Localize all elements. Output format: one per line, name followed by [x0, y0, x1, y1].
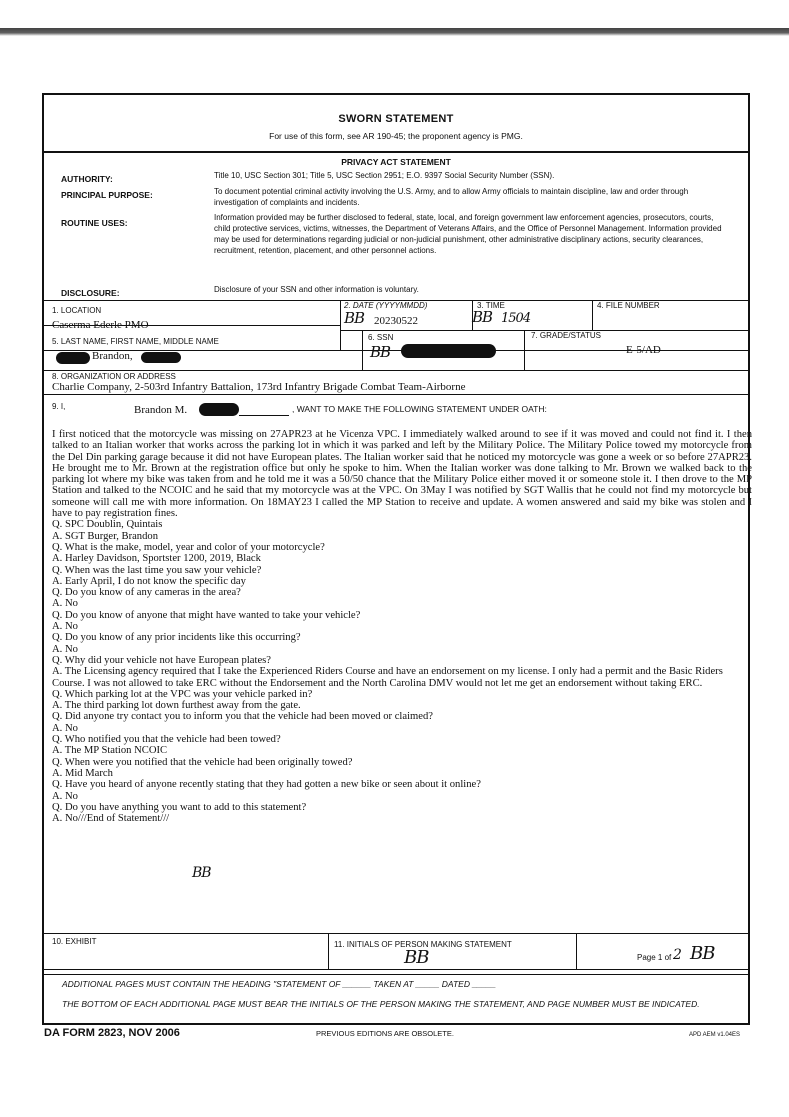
scan-artifact-bar: [0, 28, 789, 36]
routine-uses-label: ROUTINE USES:: [61, 218, 128, 228]
purpose-text: To document potential criminal activity involving the U.S. Army, and to allow Army officials to maintain discipline, law and order through investigation of complaints and incidents.: [214, 187, 689, 207]
divider: [44, 969, 748, 970]
statement-line: Q. Do you have anything you want to add to this statement?: [52, 801, 307, 813]
oath-prefix: 9. I,: [52, 402, 66, 411]
statement-line: A. The Licensing agency required that I take the Experienced Riders Course and have an endorsement on my license. I only had a permit and the Basic Riders Course. I was not allowed to take ERC without the Endorsement and the North Carolina DMV would not let me get an endorsement without taking ERC.: [52, 666, 723, 689]
file-number-label: 4. FILE NUMBER: [597, 301, 660, 310]
form-title: SWORN STATEMENT: [338, 113, 454, 125]
divider: [44, 394, 748, 395]
purpose-label: PRINCIPAL PURPOSE:: [61, 190, 153, 200]
statement-line: Q. SPC Doublin, Quintais: [52, 519, 163, 531]
ssn-label: 6. SSN: [368, 333, 394, 342]
additional-pages-note: ADDITIONAL PAGES MUST CONTAIN THE HEADING "STATEMENT OF ______ TAKEN AT _____ DATED _____: [62, 979, 496, 989]
location-value: Caserma Ederle PMO: [52, 319, 149, 331]
statement-line: Q. When were you notified that the vehicle had been originally towed?: [52, 756, 353, 768]
statement-line: Q. When was the last time you saw your vehicle?: [52, 564, 262, 576]
time-value: 1504: [501, 311, 531, 326]
name-value: Brandon,: [92, 350, 133, 362]
redaction: [56, 352, 90, 364]
divider: [44, 370, 748, 371]
form-header: [44, 95, 748, 153]
name-label: 5. LAST NAME, FIRST NAME, MIDDLE NAME: [52, 337, 219, 346]
statement-line: A. No: [52, 722, 78, 734]
divider: [340, 300, 341, 350]
disclosure-text: Disclosure of your SSN and other information is voluntary.: [214, 285, 419, 294]
statement-line: A. No: [52, 790, 78, 802]
sworn-statement-form: [42, 93, 750, 1025]
form-identifier: DA FORM 2823, NOV 2006: [44, 1027, 180, 1039]
privacy-title: PRIVACY ACT STATEMENT: [341, 157, 451, 167]
date-label: 2. DATE (YYYYMMDD): [344, 301, 428, 310]
statement-line: A. SGT Burger, Brandon: [52, 530, 158, 542]
disclosure-label: DISCLOSURE:: [61, 288, 120, 298]
organization-label: 8. ORGANIZATION OR ADDRESS: [52, 372, 176, 381]
statement-line: Q. Do you know of any prior incidents like this occurring?: [52, 632, 301, 644]
statement-line: Q. Which parking lot at the VPC was your vehicle parked in?: [52, 688, 313, 700]
ssn-redaction: [401, 344, 496, 358]
organization-value: Charlie Company, 2-503rd Infantry Battalion, 173rd Infantry Brigade Combat Team-Airborne: [52, 381, 466, 393]
date-initials-signature: BB: [344, 309, 365, 327]
divider: [328, 933, 329, 969]
apd-version: APD AEM v1.04ES: [689, 1032, 741, 1038]
ssn-initials-signature: BB: [370, 343, 391, 361]
authority-label: AUTHORITY:: [61, 174, 113, 184]
statement-narrative: I first noticed that the motorcycle was missing on 27APR23 at he Vicenza VPC. I immediately walked around to see if it was moved and could not find it. I then talked to an Italian worker that works across the parking lot in which it was parked and left by the Military Police. The Military Police towed my motorcycle from the Del Din parking garage because it did not have European plates. The Italian worker said that he noticed my motorcycle was gone a week or so before 27APR23. He brought me to Mr. Brown at the registration office but only he spoke to him. When the Italian worker was done talking to Mr. Brown we walked back to the parking lot where my bike was taken from and he told me it was a 50/50 chance that the Military Police either moved it or someone stole it. I then drove to the MP Station and talked to the NCOIC and he said that my motorcycle was at the VPC. On 3May I was notified by SGT Wallis that he could not find my motorcycle but someone will call me with more information. On 18MAY23 I called the MP Station to receive and update. A women answered and said my bike was stolen and I have to pay registration fines.: [52, 429, 752, 520]
statement-line: Q. Do you know of anyone that might have wanted to take your vehicle?: [52, 609, 361, 621]
statement-line: Q. Why did your vehicle not have European plates?: [52, 654, 271, 666]
statement-line: A. The third parking lot down furthest away from the gate.: [52, 700, 301, 712]
page-initials-signature: BB: [690, 943, 715, 964]
oath-name: Brandon M.: [134, 404, 188, 416]
time-label: 3. TIME: [477, 301, 505, 310]
statement-line: A. No: [52, 621, 78, 633]
statement-line: A. Early April, I do not know the specific day: [52, 575, 246, 587]
divider: [362, 330, 363, 370]
statement-line: A. Mid March: [52, 767, 113, 779]
divider: [44, 933, 748, 934]
initials-label: 11. INITIALS OF PERSON MAKING STATEMENT: [334, 940, 512, 949]
statement-body: [52, 429, 752, 824]
divider: [576, 933, 577, 969]
page-count-label: Page 1 of: [637, 953, 672, 962]
divider: [524, 330, 525, 370]
initials-requirement-note: THE BOTTOM OF EACH ADDITIONAL PAGE MUST BEAR THE INITIALS OF THE PERSON MAKING THE STATEMENT, AND PAGE NUMBER MUST BE INDICATED.: [62, 999, 700, 1009]
page-total-handwritten: 2: [673, 947, 681, 963]
statement-line: A. No: [52, 643, 78, 655]
statement-line: A. No///End of Statement///: [52, 813, 170, 825]
redaction: [141, 352, 181, 363]
statement-line: A. Harley Davidson, Sportster 1200, 2019, Black: [52, 553, 261, 565]
statement-line: Q. Do you know of any cameras in the area?: [52, 587, 241, 599]
grade-value: E-5/AD: [626, 344, 661, 356]
statement-line: Q. Who notified you that the vehicle had been towed?: [52, 734, 281, 746]
time-initials-signature: BB: [472, 308, 493, 326]
initials-signature: BB: [404, 947, 429, 968]
underline: [239, 415, 289, 416]
authority-text: Title 10, USC Section 301; Title 5, USC Section 2951; E.O. 9397 Social Security Number (SSN).: [214, 171, 555, 180]
previous-editions-note: PREVIOUS EDITIONS ARE OBSOLETE.: [316, 1029, 454, 1038]
form-subtitle: For use of this form, see AR 190-45; the proponent agency is PMG.: [269, 131, 523, 141]
routine-uses-text: Information provided may be further disclosed to federal, state, local, and foreign government law enforcement agencies, prosecutors, courts, child protective services, victims, witnesses, the Department of Veterans Affairs, and the Office of Personnel Management. Information provided may be used for determinations regarding judicial or non-judicial punishment, other administrative disciplinary actions, security clearances, recruitment, retention, placement, and other personnel actions.: [214, 213, 722, 255]
statement-line: A. The MP Station NCOIC: [52, 745, 168, 757]
redaction: [199, 403, 239, 416]
grade-label: 7. GRADE/STATUS: [531, 331, 601, 340]
statement-line: Q. Have you heard of anyone recently stating that they had gotten a new bike or seen about it online?: [52, 779, 481, 791]
exhibit-label: 10. EXHIBIT: [52, 937, 97, 946]
oath-text: , WANT TO MAKE THE FOLLOWING STATEMENT UNDER OATH:: [292, 404, 547, 414]
location-label: 1. LOCATION: [52, 306, 102, 315]
date-value: 20230522: [374, 315, 418, 327]
divider: [592, 300, 593, 330]
statement-line: Q. What is the make, model, year and color of your motorcycle?: [52, 541, 325, 553]
privacy-act-section: [44, 152, 748, 299]
divider: [44, 974, 748, 975]
statement-line: Q. Did anyone try contact you to inform you that the vehicle had been moved or claimed?: [52, 711, 433, 723]
statement-line: A. No: [52, 598, 78, 610]
end-initials-signature: BB: [192, 865, 211, 881]
